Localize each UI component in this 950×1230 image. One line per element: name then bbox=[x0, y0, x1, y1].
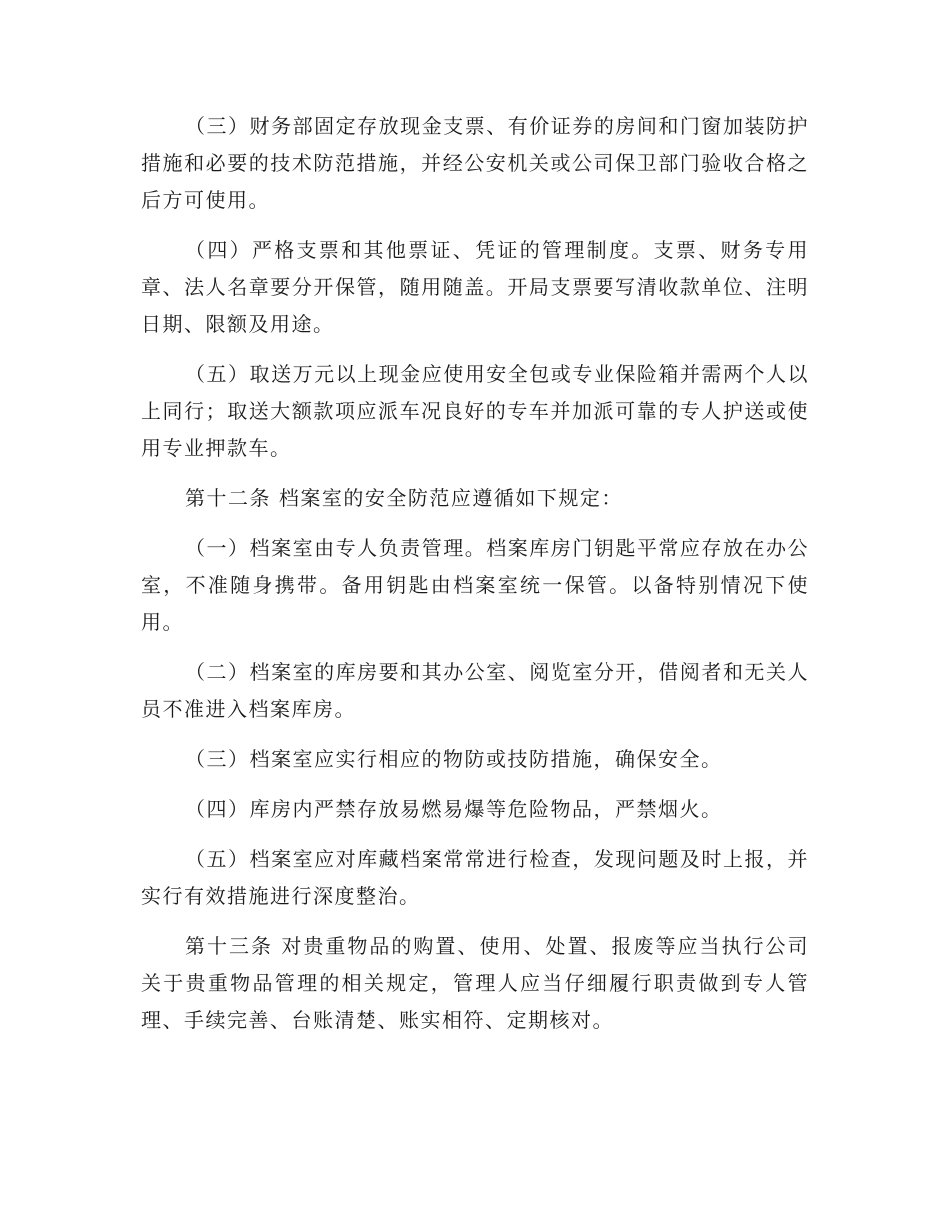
article-13-valuables: 第十三条 对贵重物品的购置、使用、处置、报废等应当执行公司关于贵重物品管理的相关规定，管理人应当仔细履行职责做到专人管理、手续完善、台账清楚、账实相符、定期核对。 bbox=[141, 934, 809, 1032]
paragraph-cash-transport: （五）取送万元以上现金应使用安全包或专业保险箱并需两个人以上同行；取送大额款项应派车况良好的专车并加派可靠的专人护送或使用专业押款车。 bbox=[141, 362, 809, 460]
paragraph-archive-protection: （三）档案室应实行相应的物防或技防措施，确保安全。 bbox=[185, 747, 723, 771]
paragraph-archive-separation: （二）档案室的库房要和其办公室、阅览室分开，借阅者和无关人员不准进入档案库房。 bbox=[141, 660, 809, 721]
article-12-heading: 第十二条 档案室的安全防范应遵循如下规定： bbox=[185, 486, 623, 510]
paragraph-fire-prohibition: （四）库房内严禁存放易燃易爆等危险物品，严禁烟火。 bbox=[185, 797, 723, 821]
paragraph-archive-inspection: （五）档案室应对库藏档案常常进行检查，发现问题及时上报，并实行有效措施进行深度整治。 bbox=[141, 847, 809, 908]
document-body bbox=[141, 108, 809, 1052]
paragraph-check-management: （四）严格支票和其他票证、凭证的管理制度。支票、财务专用章、法人名章要分开保管，随用随盖。开局支票要写清收款单位、注明日期、限额及用途。 bbox=[141, 238, 809, 336]
paragraph-archive-keys: （一）档案室由专人负责管理。档案库房门钥匙平常应存放在办公室，不准随身携带。备用钥匙由档案室统一保管。以备特别情况下使用。 bbox=[141, 536, 809, 634]
paragraph-finance-room-protection: （三）财务部固定存放现金支票、有价证券的房间和门窗加装防护措施和必要的技术防范措施，并经公安机关或公司保卫部门验收合格之后方可使用。 bbox=[141, 114, 809, 212]
